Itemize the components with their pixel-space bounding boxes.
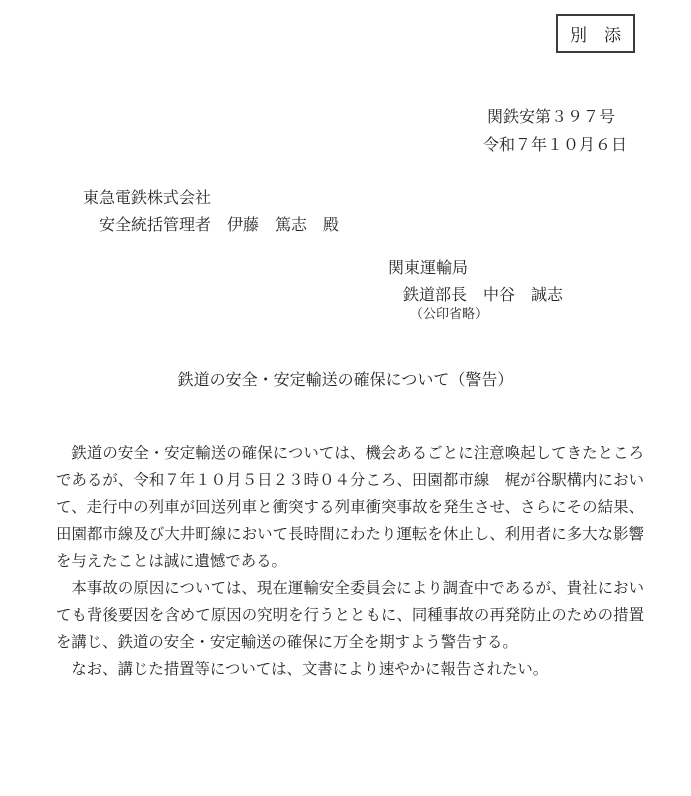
body-paragraph: 鉄道の安全・安定輸送の確保については、機会あるごとに注意喚起してきたところであるが、令和７年１０月５日２３時０４分ころ、田園都市線 梶が谷駅構内において、走行中の列車が回送列車と衝突する列車衝突事故を発生させ、さらにその結果、田園都市線及び大井町線において長時間にわたり運転を休止し、利用者に多大な影響を与えたことは誠に遺憾である。 <box>56 445 644 570</box>
body-paragraph: 本事故の原因については、現在運輸安全委員会により調査中であるが、貴社においても背後要因を含めて原因の究明を行うとともに、同種事故の再発防止のための措置を講じ、鉄道の安全・安定輸送の確保に万全を期すよう警告する。 <box>56 580 644 651</box>
recipient-person: 安全統括管理者 伊藤 篤志 殿 <box>99 217 340 234</box>
recipient-company: 東急電鉄株式会社 <box>83 190 212 207</box>
sender-person: 鉄道部長 中谷 誠志 <box>403 287 564 304</box>
attachment-stamp-label: 別 添 <box>570 26 621 45</box>
document-date: 令和７年１０月６日 <box>483 137 628 154</box>
document-title: 鉄道の安全・安定輸送の確保について（警告） <box>177 372 514 389</box>
attachment-stamp-box <box>556 14 635 53</box>
seal-omission-note: （公印省略） <box>410 306 489 321</box>
body-paragraph: なお、講じた措置等については、文書により速やかに報告されたい。 <box>71 661 549 678</box>
document-body <box>56 440 644 683</box>
document-number: 関鉄安第３９７号 <box>487 109 616 126</box>
sender-organization: 関東運輸局 <box>388 260 469 277</box>
